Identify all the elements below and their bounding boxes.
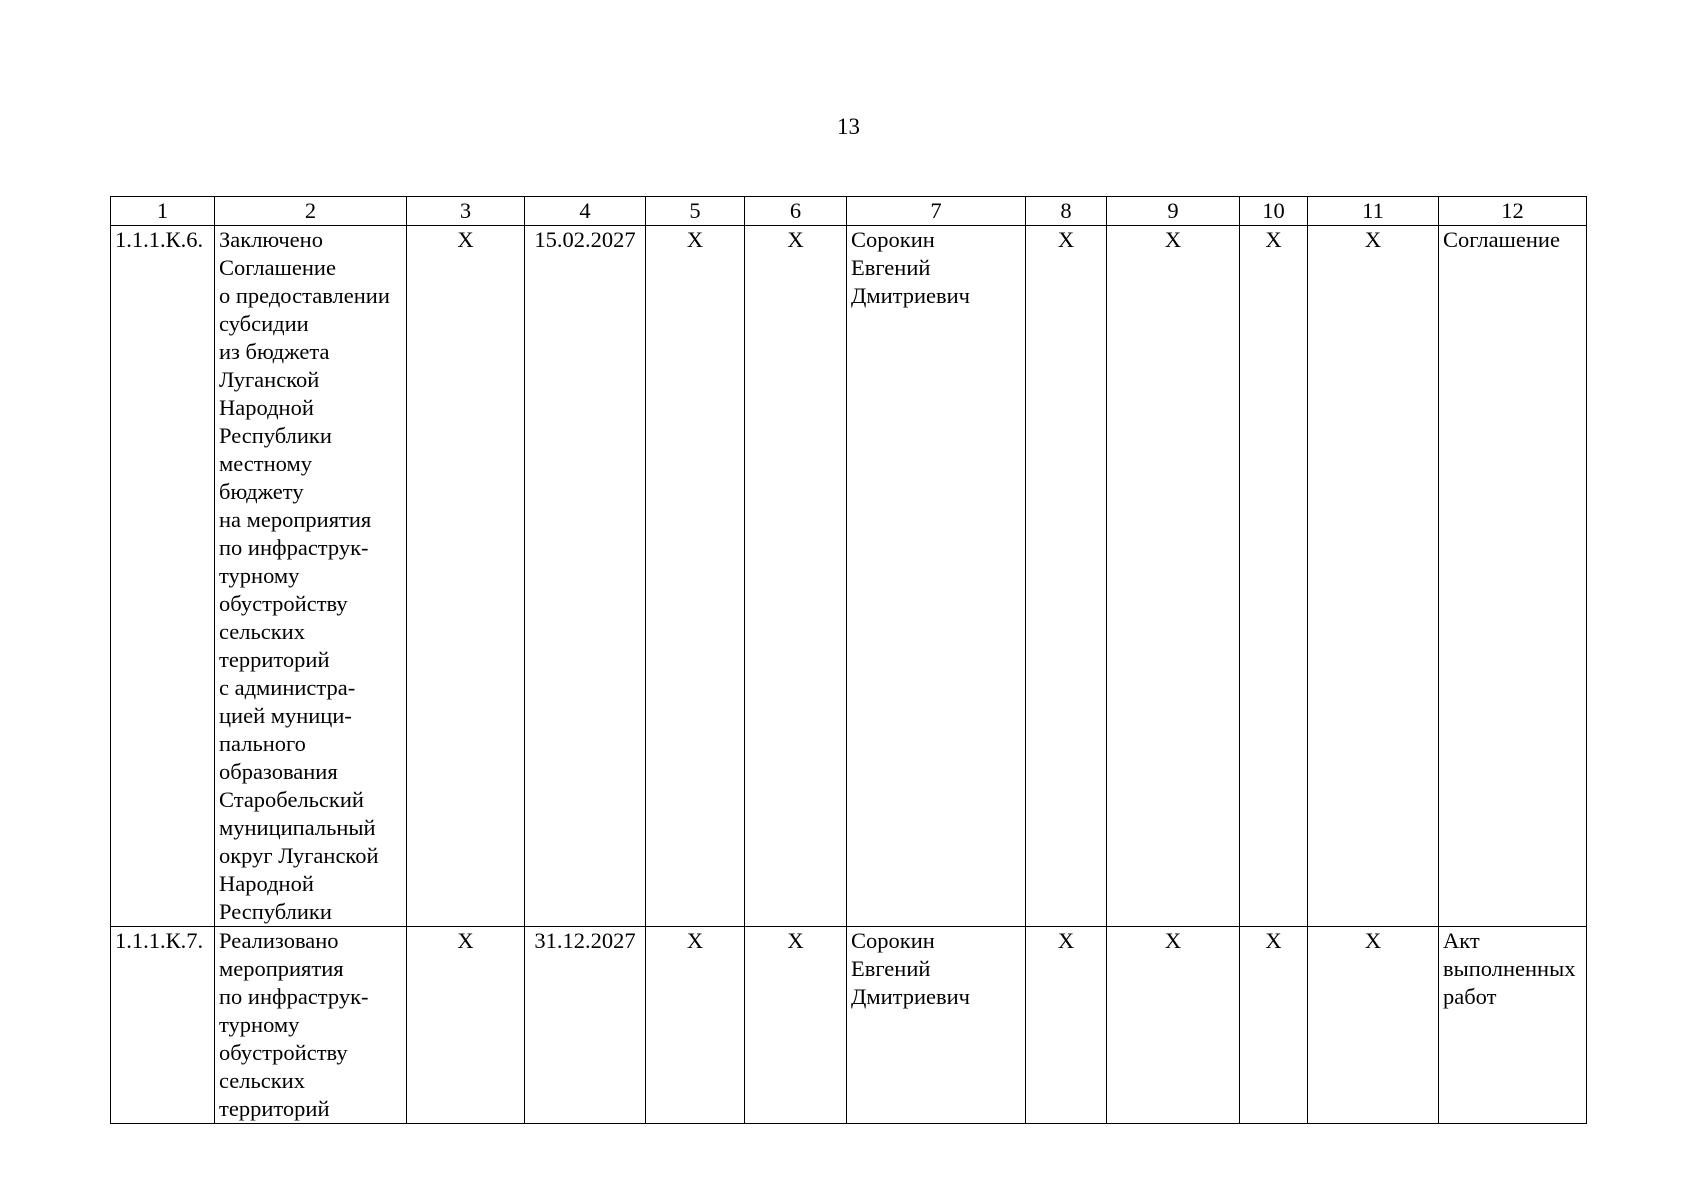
control-point-date: 15.02.2027: [525, 226, 646, 927]
column-number: 10: [1240, 197, 1308, 226]
confirming-document: Акт выполненных работ: [1439, 927, 1587, 1124]
control-point-code: 1.1.1.К.7.: [111, 927, 215, 1124]
control-points-table: [110, 196, 1587, 1124]
column-number: 2: [215, 197, 407, 226]
table-cell-x: Х: [1240, 927, 1308, 1124]
table-cell-x: Х: [745, 927, 847, 1124]
table-row: [111, 927, 1587, 1124]
page-number: 13: [837, 114, 860, 139]
table-cell-x: Х: [1240, 226, 1308, 927]
responsible-person: Сорокин Евгений Дмитриевич: [847, 927, 1026, 1124]
control-point-description: Реализовано мероприятия по инфраструк- турному обустройству сельских территорий: [215, 927, 407, 1124]
table-cell-x: Х: [407, 226, 525, 927]
column-number: 7: [847, 197, 1026, 226]
table-cell-x: Х: [745, 226, 847, 927]
control-point-description: Заключено Соглашение о предоставлении субсидии из бюджета Луганской Народной Республики местному бюджету на мероприятия по инфраструк- турному обустройству сельских территорий с администра- цией муници- пального образования Старобельский муниципальный округ Луганской Народной Республики: [215, 226, 407, 927]
column-number: 9: [1107, 197, 1240, 226]
table-header-row: [111, 197, 1587, 226]
column-number: 5: [646, 197, 745, 226]
table-cell-x: Х: [1107, 226, 1240, 927]
responsible-person: Сорокин Евгений Дмитриевич: [847, 226, 1026, 927]
column-number: 1: [111, 197, 215, 226]
table-cell-x: Х: [1308, 226, 1439, 927]
column-number: 4: [525, 197, 646, 226]
column-number: 3: [407, 197, 525, 226]
table-cell-x: Х: [1107, 927, 1240, 1124]
column-number: 6: [745, 197, 847, 226]
table-cell-x: Х: [646, 226, 745, 927]
column-number: 11: [1308, 197, 1439, 226]
table-cell-x: Х: [1026, 226, 1107, 927]
column-number: 8: [1026, 197, 1107, 226]
table-cell-x: Х: [407, 927, 525, 1124]
confirming-document: Соглашение: [1439, 226, 1587, 927]
table-cell-x: Х: [646, 927, 745, 1124]
column-number: 12: [1439, 197, 1587, 226]
control-point-code: 1.1.1.К.6.: [111, 226, 215, 927]
control-point-date: 31.12.2027: [525, 927, 646, 1124]
table-cell-x: Х: [1308, 927, 1439, 1124]
table-row: [111, 226, 1587, 927]
table-cell-x: Х: [1026, 927, 1107, 1124]
